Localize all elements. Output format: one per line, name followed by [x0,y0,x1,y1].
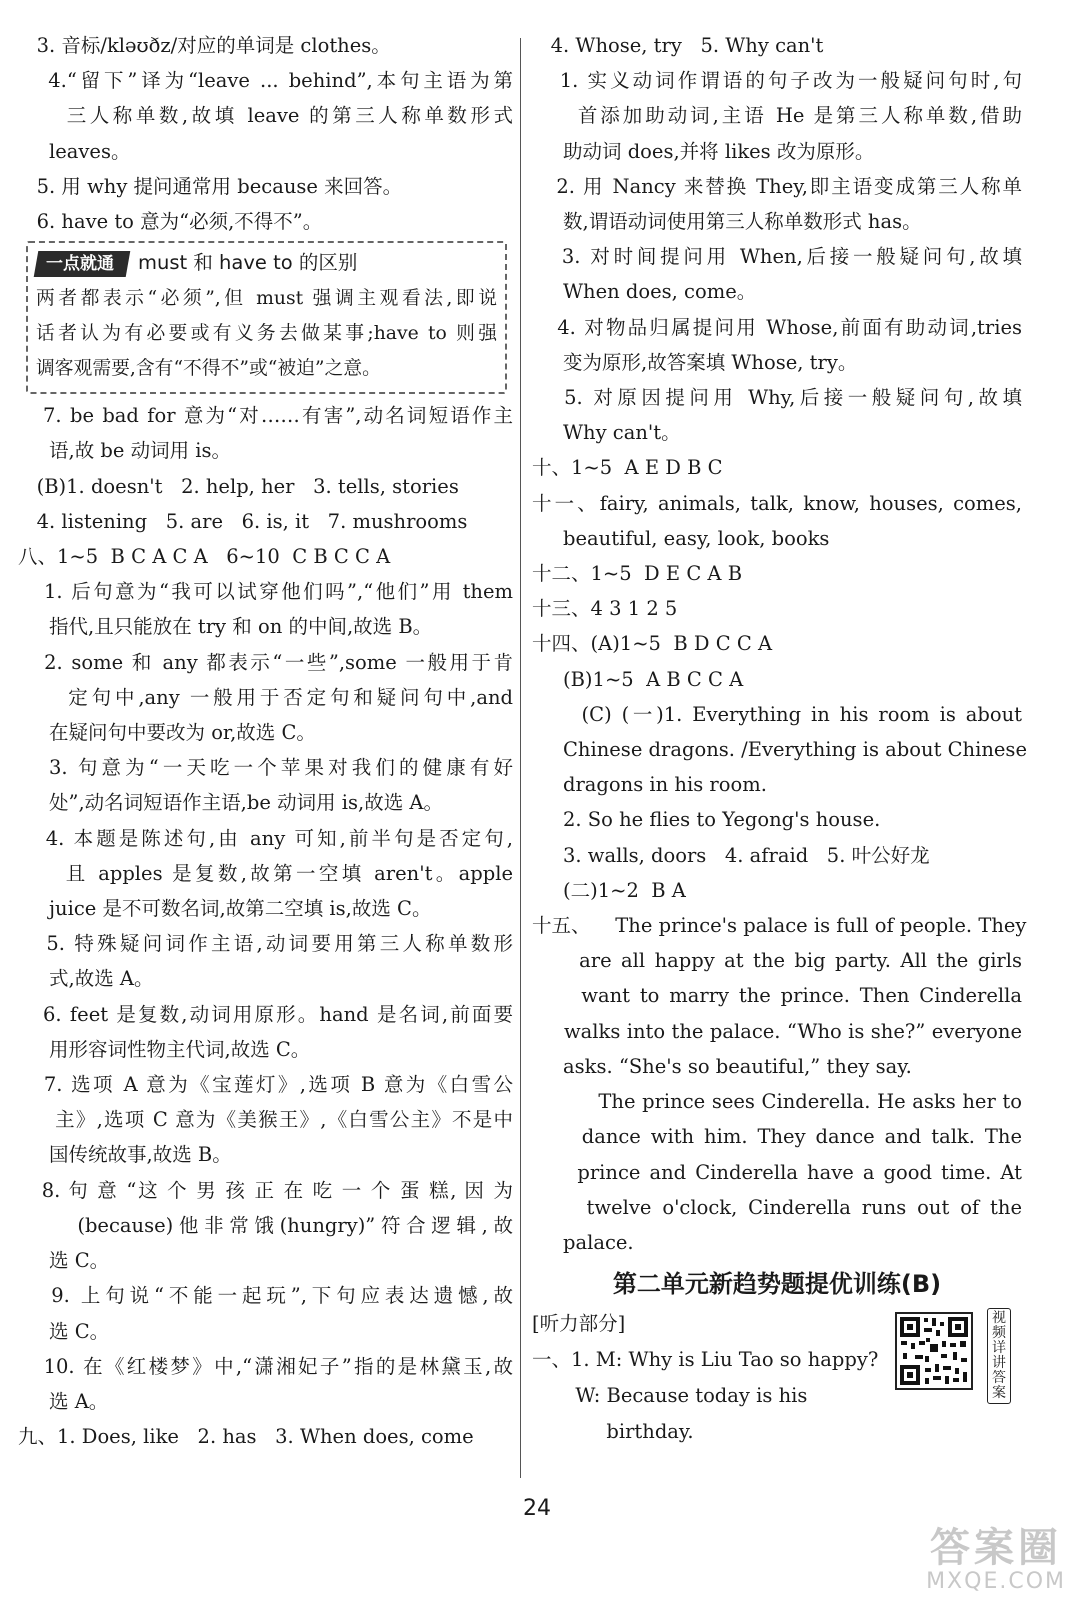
column-divider [520,38,521,1478]
answer-line: 7. be bad for 意为“对……有害”,动名词短语作主 [18,404,513,428]
tip-title: must 和 have to 的区别 [138,251,358,275]
answer-line: 1. 后句意为“我可以试穿他们吗”,“他们”用 them [18,580,513,604]
answer-line: 八、1~5 B C A C A 6~10 C B C C A [18,545,391,569]
right-column [532,28,1027,1450]
answer-line: 8. 句 意 “这 个 男 孩 正 在 吃 一 个 蛋 糕, 因 为 [18,1178,513,1202]
answer-line: 选 C。 [18,1319,110,1343]
tip-line: 两者都表示“必须”,但 must 强调主观看法,即说 [36,288,497,310]
listening-line: 一、1. M: Why is Liu Tao so happy? [532,1348,879,1372]
answer-line: Why can't。 [532,421,681,445]
answer-line: 3. 对时间提问用 When,后接一般疑问句,故填 [532,245,1022,269]
answer-line: 且 apples 是复数,故第一空填 aren't。apple [18,861,513,885]
answer-line: asks. “She's so beautiful,” they say. [532,1054,912,1078]
answer-line: 4.“留下”译为“leave ... behind”,本句主语为第 [18,69,513,93]
left-answer-lines [18,28,513,239]
answer-line: 三人称单数,故填 leave 的第三人称单数形式 [18,104,513,128]
answer-line: The prince sees Cinderella. He asks her to [532,1090,1022,1114]
answer-line: 在疑问句中要改为 or,故选 C。 [18,721,316,745]
answer-line: 处”,动名词短语作主语,be 动词用 is,故选 A。 [18,791,444,815]
answer-line: 十四、(A)1~5 B D C C A [532,632,773,656]
answer-line: (B)1. doesn't 2. help, her 3. tells, stories [18,474,459,498]
answer-line: want to marry the prince. Then Cinderella [532,984,1022,1008]
listening-section [532,1306,1022,1450]
qr-label: 视频详讲答案 [987,1308,1011,1404]
answer-line: 十一、fairy, animals, talk, know, houses, comes, [532,491,1022,515]
answer-line: 7. 选项 A 意为《宝莲灯》,选项 B 意为《白雪公 [18,1073,513,1097]
answer-line: 十三、4 3 1 2 5 [532,597,678,621]
listening-line: birthday. [532,1420,694,1444]
answer-line: 9. 上句说“不能一起玩”,下句应表达遗憾,故 [18,1284,513,1308]
answer-line: 选 C。 [18,1249,110,1273]
tip-line: 调客观需要,含有“不得不”或“被迫”之意。 [36,358,381,380]
answer-line: 指代,且只能放在 try 和 on 的中间,故选 B。 [18,615,433,639]
watermark [926,1526,1066,1594]
answer-line: 首添加助动词,主语 He 是第三人称单数,借助 [532,104,1022,128]
tip-lines [36,281,497,386]
answer-line: 十、1~5 A E D B C [532,456,723,480]
watermark-line1: 答案圈 [930,1525,1063,1571]
answer-line: 九、1. Does, like 2. has 3. When does, come [18,1425,474,1449]
left-column [18,28,513,1454]
answer-line: 助动词 does,并将 likes 改为原形。 [532,139,875,163]
answer-line: Chinese dragons. /Everything is about Chinese [532,738,1027,762]
answer-line: 3. walls, doors 4. afraid 5. 叶公好龙 [532,843,930,867]
answer-line: leaves。 [18,139,131,163]
listening-label: [听力部分] [532,1312,626,1336]
answer-line: (B)1~5 A B C C A [532,667,744,691]
answer-line: 式,故选 A。 [18,967,154,991]
answer-line: 5. 用 why 提问通常用 because 来回答。 [18,174,403,198]
answer-line: 2. So he flies to Yegong's house. [532,808,881,832]
qr-code-icon[interactable] [895,1312,973,1390]
tip-header [36,245,497,281]
tip-line: 话者认为有必要或有义务去做某事;have to 则强 [36,323,497,345]
page-number: 24 [523,1496,551,1521]
answer-line: 3. 句意为“一天吃一个苹果对我们的健康有好 [18,756,513,780]
answer-line: (二)1~2 B A [532,878,686,902]
answer-line: 6. have to 意为“必须,不得不”。 [18,210,323,234]
answer-line: 1. 实义动词作谓语的句子改为一般疑问句时,句 [532,69,1022,93]
listening-line: W: Because today is his [532,1384,808,1408]
right-answer-lines [532,28,1027,1260]
answer-line: dragons in his room. [532,773,767,797]
answer-line: juice 是不可数名词,故第二空填 is,故选 C。 [18,897,432,921]
answer-line: 5. 对原因提问用 Why,后接一般疑问句,故填 [532,386,1022,410]
answer-line: 4. 本题是陈述句,由 any 可知,前半句是否定句, [18,826,513,850]
answer-line: 2. some 和 any 都表示“一些”,some 一般用于肯 [18,650,513,674]
answer-line: 用形容词性物主代词,故选 C。 [18,1037,311,1061]
answer-line: 2. 用 Nancy 来替换 They,即主语变成第三人称单 [532,174,1022,198]
answer-line: 主》,选项 C 意为《美猴王》,《白雪公主》不是中 [18,1108,513,1132]
answer-line: twelve o'clock, Cinderella runs out of the [532,1195,1022,1219]
answer-line: 十二、1~5 D E C A B [532,562,743,586]
answer-line: palace. [532,1230,634,1254]
section-title: 第二单元新趋势题提优训练(B) [612,1270,942,1299]
watermark-line2: MXQE.COM [926,1569,1066,1594]
left-answer-lines-2 [18,398,513,1454]
answer-line: 定句中,any 一般用于否定句和疑问句中,and [18,685,513,709]
answer-line: When does, come。 [532,280,757,304]
answer-line: 4. Whose, try 5. Why can't [532,34,824,57]
answer-line: 10. 在《红楼梦》中,“潇湘妃子”指的是林黛玉,故 [18,1354,513,1378]
answer-line: 4. 对物品归属提问用 Whose,前面有助动词,tries [532,315,1022,339]
answer-line: 变为原形,故答案填 Whose, try。 [532,350,858,374]
answer-line: are all happy at the big party. All the girls [532,949,1022,973]
answer-line: 选 A。 [18,1389,109,1413]
answer-line: (because)他非常饿(hungry)”符合逻辑,故 [18,1213,513,1237]
answer-line: beautiful, easy, look, books [532,526,830,550]
answer-line: dance with him. They dance and talk. The [532,1125,1022,1149]
answer-line: 4. listening 5. are 6. is, it 7. mushrooms [18,509,468,533]
answer-line: 语,故 be 动词用 is。 [18,439,232,463]
answer-line: 5. 特殊疑问词作主语,动词要用第三人称单数形 [18,932,513,956]
answer-line: walks into the palace. “Who is she?” everyone [532,1019,1022,1043]
answer-line: 数,谓语动词使用第三人称单数形式 has。 [532,210,922,234]
answer-line: 十五、 The prince's palace is full of people. They [532,914,1027,938]
answer-line: (C) (一)1. Everything in his room is about [532,702,1022,726]
tip-tag: 一点就通 [34,251,131,277]
tip-box [26,241,507,394]
answer-line: prince and Cinderella have a good time. At [532,1160,1022,1184]
answer-line: 6. feet 是复数,动词用原形。hand 是名词,前面要 [18,1002,513,1026]
answer-line: 3. 音标/kləʊðz/对应的单词是 clothes。 [18,34,391,57]
answer-line: 国传统故事,故选 B。 [18,1143,232,1167]
